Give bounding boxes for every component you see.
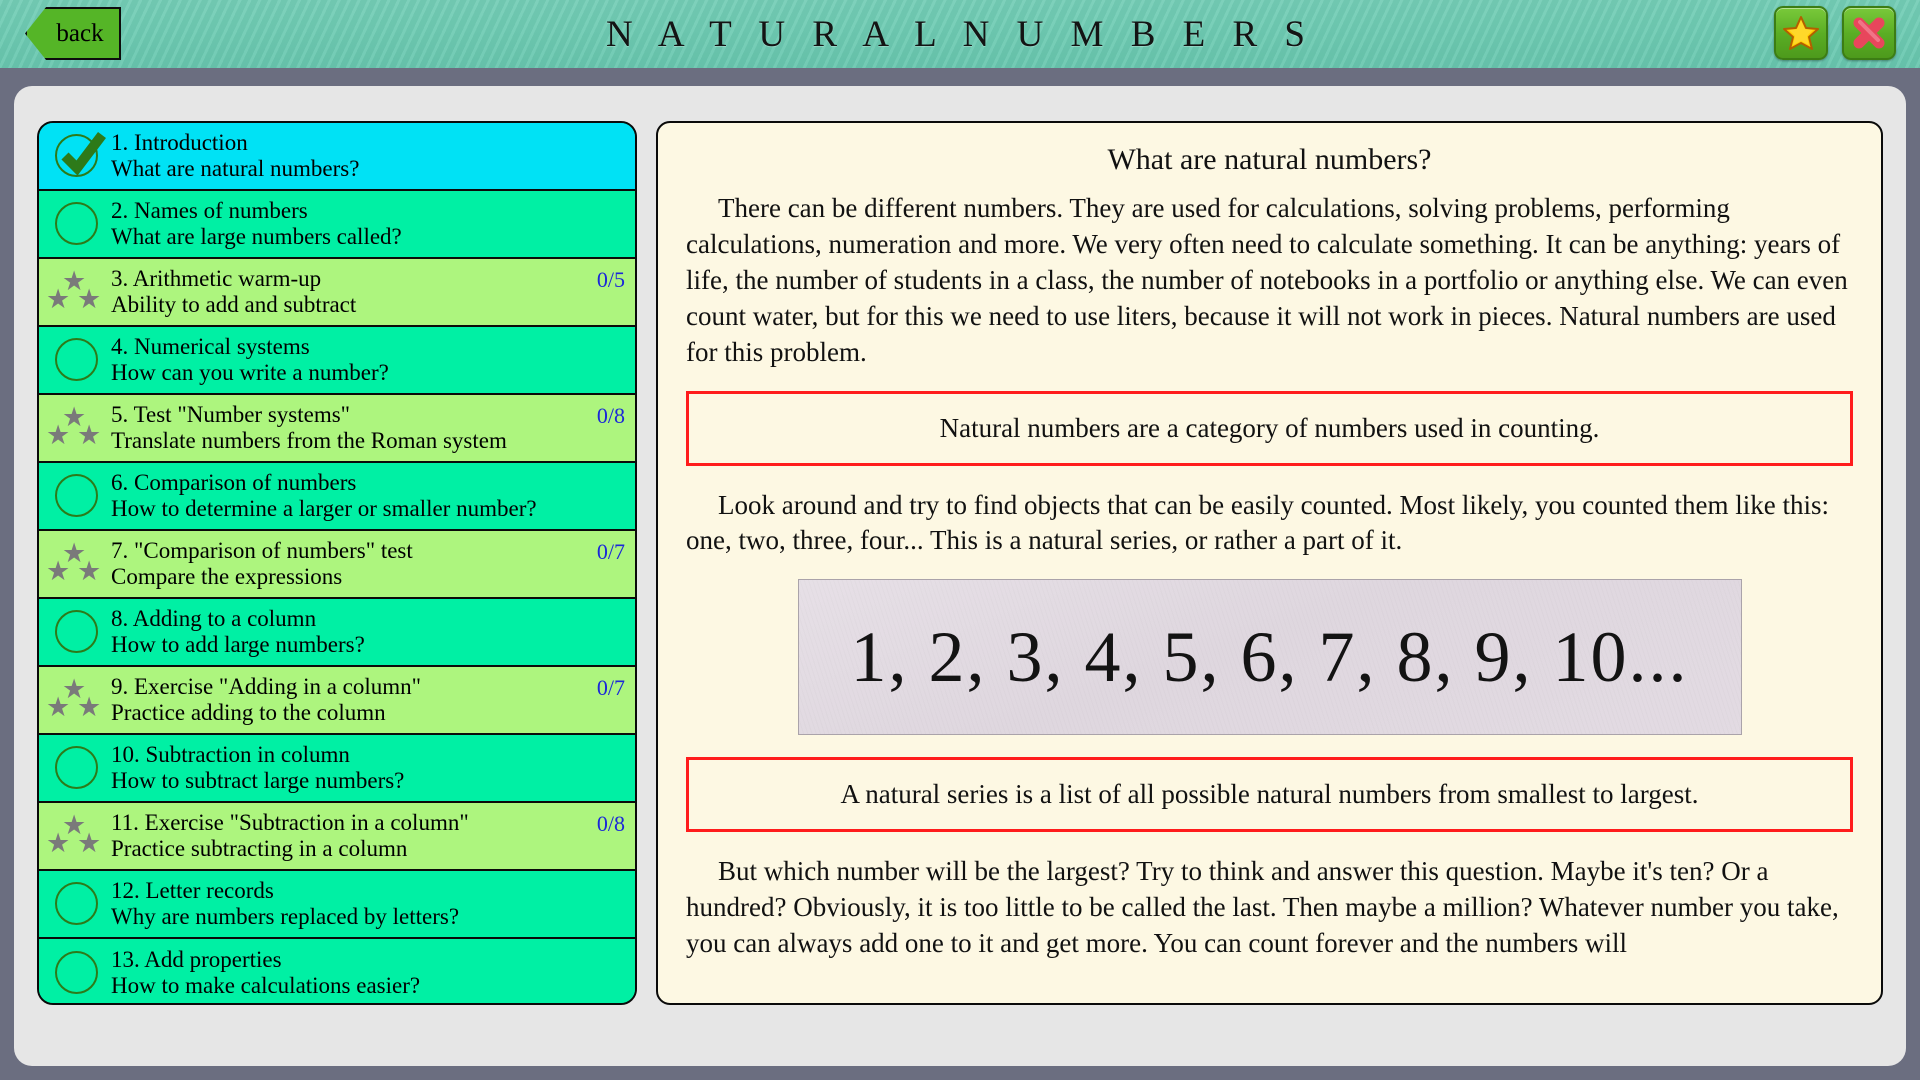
lesson-title: 6. Comparison of numbers [111,470,357,496]
content-paragraph-2: Look around and try to find objects that can be easily counted. Most likely, you counted them like this: one, two, three, four... This is a natural series, or rather a part of it. [686,489,1830,556]
title-bar [0,0,1920,68]
lesson-marker [39,394,111,462]
lesson-item-10[interactable] [39,735,635,803]
lesson-marker [39,734,111,802]
lesson-title: 11. Exercise "Subtraction in a column" [111,810,469,836]
lesson-title: 3. Arithmetic warm-up [111,266,322,292]
lesson-texts [111,878,635,930]
lesson-list[interactable] [37,121,637,1005]
lesson-title: 5. Test "Number systems" [111,402,351,428]
star-icon: ★ [77,284,102,314]
star-icon: ★ [77,556,102,586]
empty-circle-icon [55,202,98,245]
three-stars-icon [44,268,110,316]
lesson-score: 0/8 [596,811,625,836]
number-sequence-text: 1, 2, 3, 4, 5, 6, 7, 8, 9, 10... [850,616,1689,697]
favorite-button[interactable] [1774,6,1828,60]
lesson-title: 8. Adding to a column [111,606,317,632]
lesson-title: 10. Subtraction in column [111,742,350,768]
lesson-texts [111,334,635,386]
page-title: N A T U R A L N U M B E R S [605,13,1314,55]
lesson-subtitle: What are large numbers called? [111,224,402,249]
lesson-item-3[interactable] [39,259,635,327]
lesson-marker [39,326,111,394]
lesson-marker [39,462,111,530]
lesson-subtitle: How to subtract large numbers? [111,768,405,793]
lesson-title: 9. Exercise "Adding in a column" [111,674,422,700]
star-icon: ★ [62,674,87,704]
lesson-marker [39,666,111,734]
lesson-item-12[interactable] [39,871,635,939]
lesson-marker [39,530,111,598]
lesson-score: 0/7 [596,675,625,700]
lesson-texts [111,130,635,182]
lesson-item-4[interactable] [39,327,635,395]
lesson-subtitle: What are natural numbers? [111,156,360,181]
close-button[interactable] [1842,6,1896,60]
lesson-texts [111,606,635,658]
lesson-subtitle: Why are numbers replaced by letters? [111,904,460,929]
star-icon: ★ [62,266,87,296]
content-panel [14,86,1906,1066]
close-x-icon [1851,15,1887,51]
three-stars-icon [44,676,110,724]
lesson-marker [39,190,111,258]
three-stars-icon [44,404,110,452]
lesson-item-9[interactable] [39,667,635,735]
lesson-content [656,121,1883,1005]
star-icon: ★ [46,828,71,858]
star-icon: ★ [46,556,71,586]
lesson-item-7[interactable] [39,531,635,599]
lesson-texts [111,810,635,862]
lesson-item-6[interactable] [39,463,635,531]
back-button-label: back [56,19,104,47]
lesson-item-1[interactable] [39,123,635,191]
lesson-title: 13. Add properties [111,947,282,973]
lesson-marker [39,870,111,938]
empty-circle-icon [55,338,98,381]
panel-row [37,121,1883,1005]
star-icon: ★ [46,692,71,722]
lesson-score: 0/5 [596,267,625,292]
content-paragraph-3: But which number will be the largest? Try to think and answer this question. Maybe it's ten? Or a hundred? Obviously, it is too little to be called the last. Then maybe a million? Whatever number you take, you can always add one to it and get more. You can count forever and the numbers will [686,856,1839,959]
lesson-texts [111,947,635,999]
lesson-subtitle: Compare the expressions [111,564,343,589]
lesson-subtitle: Translate numbers from the Roman system [111,428,507,453]
lesson-texts [111,538,635,590]
three-stars-icon [44,540,110,588]
lesson-subtitle: How to determine a larger or smaller number? [111,496,537,521]
definition-callout-1: Natural numbers are a category of numbers used in counting. [686,391,1853,466]
empty-circle-icon [55,610,98,653]
lesson-texts [111,470,635,522]
star-icon: ★ [62,810,87,840]
lesson-marker [39,598,111,666]
definition-callout-2: A natural series is a list of all possible natural numbers from smallest to largest. [686,757,1853,832]
lesson-subtitle: Practice adding to the column [111,700,386,725]
lesson-title: 12. Letter records [111,878,274,904]
empty-circle-icon [55,746,98,789]
empty-circle-icon [55,882,98,925]
lesson-item-5[interactable] [39,395,635,463]
lesson-texts [111,674,635,726]
lesson-score: 0/8 [596,403,625,428]
lesson-title: 7. "Comparison of numbers" test [111,538,413,564]
content-paragraph-1: There can be different numbers. They are used for calculations, solving problems, performing calculations, numeration and more. We very often need to calculate something. It can be anything: years of life, the number of students in a class, the number of notebooks in a portfolio or anything else. We can even count water, but for this we need to use liters, because it will not work in pieces. Natural numbers are used for this problem. [686,193,1848,367]
lesson-subtitle: Practice subtracting in a column [111,836,408,861]
lesson-texts [111,742,635,794]
number-sequence-figure [798,579,1742,735]
lesson-texts [111,266,635,318]
star-icon: ★ [77,828,102,858]
lesson-item-2[interactable] [39,191,635,259]
star-icon: ★ [77,692,102,722]
star-icon: ★ [77,420,102,450]
star-icon: ★ [62,538,87,568]
three-stars-icon [44,812,110,860]
check-circle-icon [56,129,108,181]
empty-circle-icon [55,474,98,517]
lesson-marker [39,802,111,870]
lesson-title: 4. Numerical systems [111,334,310,360]
lesson-subtitle: How to make calculations easier? [111,973,421,998]
lesson-subtitle: How to add large numbers? [111,632,365,657]
lesson-marker [39,258,111,326]
star-icon: ★ [46,420,71,450]
lesson-subtitle: How can you write a number? [111,360,389,385]
lesson-marker [39,939,111,1005]
lesson-title: 1. Introduction [111,130,248,156]
lesson-item-11[interactable] [39,803,635,871]
content-heading: What are natural numbers? [1107,143,1432,176]
lesson-marker [39,122,111,190]
lesson-subtitle: Ability to add and subtract [111,292,357,317]
lesson-texts [111,402,635,454]
lesson-item-13[interactable] [39,939,635,1005]
lesson-item-8[interactable] [39,599,635,667]
star-icon: ★ [46,284,71,314]
star-icon [1782,14,1820,52]
lesson-score: 0/7 [596,539,625,564]
lesson-title: 2. Names of numbers [111,198,308,224]
lesson-texts [111,198,635,250]
star-icon: ★ [62,402,87,432]
empty-circle-icon [55,951,98,994]
